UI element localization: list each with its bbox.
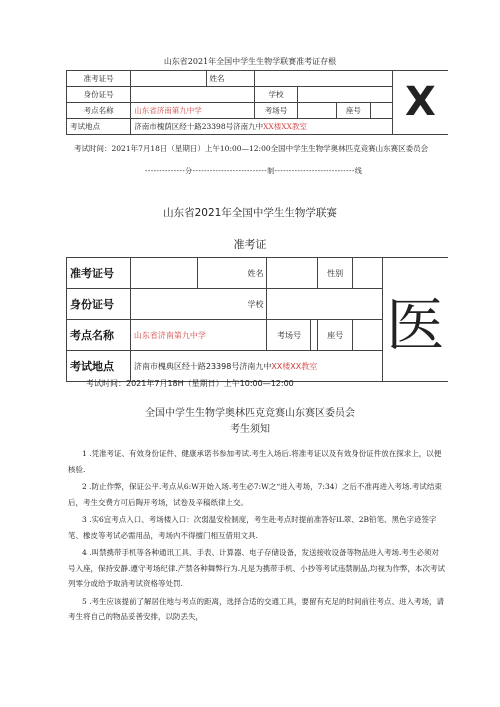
ticket-table xyxy=(66,257,448,382)
ticket-address-main: 济南市槐典区经十路23398号济南九中 xyxy=(133,361,272,371)
stub-school-value xyxy=(298,87,392,103)
ticket-label-id-no: 身份证号 xyxy=(67,289,131,320)
ticket-subtitle: 准考证 xyxy=(233,238,267,251)
stub-admission-no-value xyxy=(131,71,206,87)
stub-label-site-name: 考点名称 xyxy=(67,103,131,119)
notice-item: 5 .考生应该提前了解居住地与考点的距离，选择合适的交通工具，要留有充足的时间前往考点、进入考场，请考生将自己的物品妥善安排，以防丢失， xyxy=(68,596,445,621)
stub-label-id-no: 身份证号 xyxy=(67,87,131,103)
notice-title: 考生须知 xyxy=(230,424,270,435)
stub-label-admission-no: 准考证号 xyxy=(67,71,131,87)
ticket-address-room: XX楼XX教室 xyxy=(271,361,318,371)
stub-label-site-address: 考试地点 xyxy=(67,119,131,135)
stub-site-address-value xyxy=(131,119,393,135)
stub-exam-time: 考试时间：2021年7月18日（星期日）上午10:00—12:00全国中学生生物学奥林匹克竞赛山东赛区委员会 xyxy=(74,144,429,153)
ticket-label-school: 学校 xyxy=(130,289,267,320)
stub-table xyxy=(66,70,448,135)
ticket-school-value xyxy=(267,289,382,320)
ticket-label-name: 姓名 xyxy=(198,258,267,289)
ticket-label-room-no: 考场号 xyxy=(267,320,311,351)
ticket-site-name-value: 山东省济南第九中学 xyxy=(130,320,267,351)
ticket-name-value xyxy=(267,258,318,289)
stub-address-main: 济南市槐荫区经十路23398号济南九中 xyxy=(134,122,264,131)
stub-room-no-value xyxy=(298,103,336,119)
stub-label-room-no: 考场号 xyxy=(254,103,298,119)
notice-organizer: 全国中学生生物学奥林匹克竞赛山东赛区委员会 xyxy=(145,408,355,419)
stub-address-room: XX楼XX教室 xyxy=(263,122,307,131)
stub-seat-no-value xyxy=(371,103,393,119)
ticket-room-no-value xyxy=(311,320,318,351)
notice-item: 3 .实6宜考点入口、考场楼入口：次弱温安检制度，考生赴考点时提前准答好lL翠、2B铅笔、黑色字迹签字笔、橡皮等考试必需用品，考场内不得擅门相互借用文具. xyxy=(68,515,437,540)
ticket-label-gender: 性别 xyxy=(318,258,352,289)
ticket-gender-value xyxy=(352,258,382,289)
ticket-label-seat-no: 座号 xyxy=(318,320,352,351)
stub-label-seat-no: 座号 xyxy=(336,103,370,119)
ticket-title: 山东省2021年全国中学生生物学联赛 xyxy=(163,207,337,219)
stub-title: 山东省2021年全国中学生生物学联赛准考证存根 xyxy=(163,57,337,66)
cut-line: --------------分--------------------------制----------------------------线 xyxy=(145,167,363,175)
ticket-label-site-name: 考点名称 xyxy=(67,320,131,351)
ticket-label-admission-no: 准考证号 xyxy=(67,258,131,289)
stub-label-name: 姓名 xyxy=(206,71,254,87)
ticket-seat-no-value xyxy=(352,320,382,351)
ticket-label-site-address: 考试地点 xyxy=(67,351,131,382)
stub-label-school: 学校 xyxy=(254,87,298,103)
ticket-exam-time: 考试时间：2021年7月18H（星期日）上午10:00—12:00 xyxy=(86,379,294,388)
stub-name-value xyxy=(254,71,392,87)
notice-item: 1 .凭准考证、有效身份证件、健康承诺书参加考试.考生入场后.将准考证以及有效身份证件放在探求上，以便核验. xyxy=(68,449,442,474)
ticket-admission-no-value xyxy=(130,258,197,289)
notice-item: 2 .防止作弊，保证公平.考点从6:W开始入场.考生必7:W之“进入考场，7:34）之后不准再进入考场.考试结束后，考生交费方可后陶开考场，试卷及辛稿纸律上交。 xyxy=(68,482,442,507)
ticket-photo-box: 医 xyxy=(382,258,448,382)
stub-photo-box: X xyxy=(392,71,448,135)
notice-list xyxy=(68,446,446,627)
stub-id-no-value xyxy=(131,87,254,103)
notice-item: 4 .叫禁携带手机等各种通讯工具、手表、计算器、电子存储设备，发送接收设备等物品进入考场.考生必须对号入座，保持安静.遵守考场纪律.产禁各种舞弊行为.凡是为携带手机、小抄等考试违禁制品,均视为作弊，本次考试列零分或给予取消考试资格等处罚. xyxy=(68,548,446,588)
ticket-site-address-value xyxy=(130,351,382,382)
stub-site-name-value: 山东省济南第九中学 xyxy=(131,103,254,119)
